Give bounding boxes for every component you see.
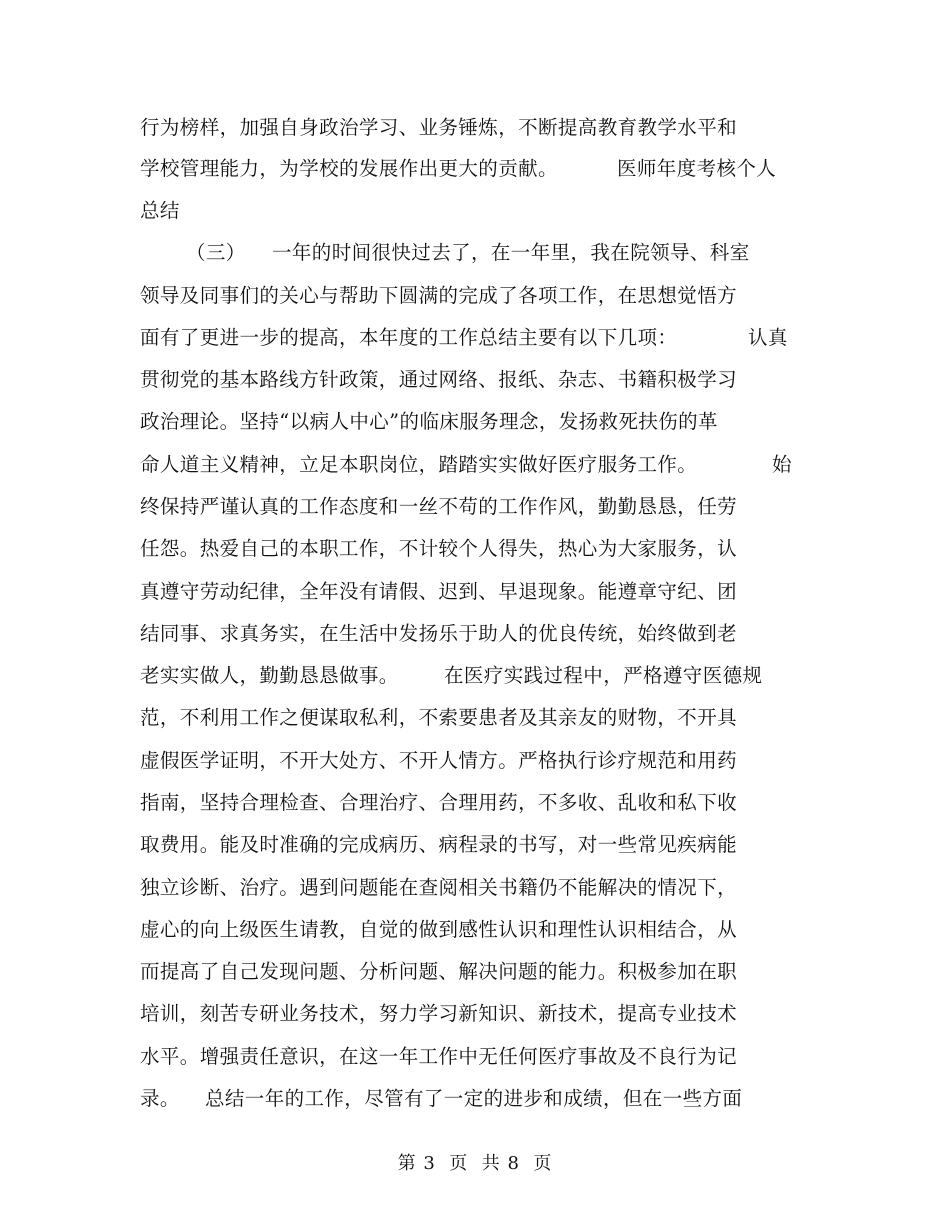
page-number-footer: 第 3 页 共 8 页 <box>397 1153 553 1174</box>
text-line: 培训，刻苦专研业务技术，努力学习新知识、新技术，提高专业技术 <box>140 1002 738 1025</box>
text-line: 一年的时间很快过去了，在一年里，我在院领导、科室 <box>272 241 750 264</box>
text-line: 贯彻党的基本路线方针政策，通过网络、报纸、杂志、书籍积极学习 <box>140 368 738 391</box>
text-line: 取费用。能及时准确的完成病历、病程录的书写，对一些常见疾病能 <box>140 833 738 856</box>
text-line: 领导及同事们的关心与帮助下圆满的完成了各项工作，在思想觉悟方 <box>140 284 738 307</box>
heading-fragment: 医师年度考核个人 <box>617 157 777 180</box>
text-line: 始 <box>772 453 792 476</box>
text-line: 而提高了自己发现问题、分析问题、解决问题的能力。积极参加在职 <box>140 960 738 983</box>
text-line: 结同事、求真务实，在生活中发扬乐于助人的优良传统，始终做到老 <box>140 622 738 645</box>
text-line: 范，不利用工作之便谋取私利，不索要患者及其亲友的财物，不开具 <box>140 706 738 729</box>
text-line: 面有了更进一步的提高，本年度的工作总结主要有以下几项： <box>140 326 678 349</box>
text-line: 命人道主义精神，立足本职岗位，踏踏实实做好医疗服务工作。 <box>140 453 698 476</box>
section-number: （三） <box>186 241 246 264</box>
text-line: 认真 <box>748 326 788 349</box>
text-line: 指南，坚持合理检查、合理治疗、合理用药，不多收、乱收和私下收 <box>140 791 738 814</box>
heading-fragment: 总结 <box>140 199 180 222</box>
text-line: 水平。增强责任意识，在这一年工作中无任何医疗事故及不良行为记 <box>140 1045 738 1068</box>
text-line: 虚心的向上级医生请教，自觉的做到感性认识和理性认识相结合，从 <box>140 918 738 941</box>
text-line: 录。 <box>140 1087 180 1110</box>
text-line: 真遵守劳动纪律，全年没有请假、迟到、早退现象。能遵章守纪、团 <box>140 580 738 603</box>
text-line: 虚假医学证明，不开大处方、不开人情方。严格执行诊疗规范和用药 <box>140 749 738 772</box>
text-line: 任怨。热爱自己的本职工作，不计较个人得失，热心为大家服务，认 <box>140 537 738 560</box>
text-line: 终保持严谨认真的工作态度和一丝不苟的工作作风，勤勤恳恳，任劳 <box>140 495 738 518</box>
text-line: 老实实做人，勤勤恳恳做事。 <box>140 664 399 687</box>
text-line: 行为榜样，加强自身政治学习、业务锤炼，不断提高教育教学水平和 <box>140 116 738 139</box>
text-line: 政治理论。坚持“以病人中心”的临床服务理念，发扬救死扶伤的革 <box>140 410 718 433</box>
text-line: 学校管理能力，为学校的发展作出更大的贡献。 <box>140 157 558 180</box>
text-line: 独立诊断、治疗。遇到问题能在查阅相关书籍仍不能解决的情况下， <box>140 876 738 899</box>
text-line: 总结一年的工作，尽管有了一定的进步和成绩，但在一些方面 <box>205 1087 743 1110</box>
text-line: 在医疗实践过程中，严格遵守医德规 <box>444 664 763 687</box>
